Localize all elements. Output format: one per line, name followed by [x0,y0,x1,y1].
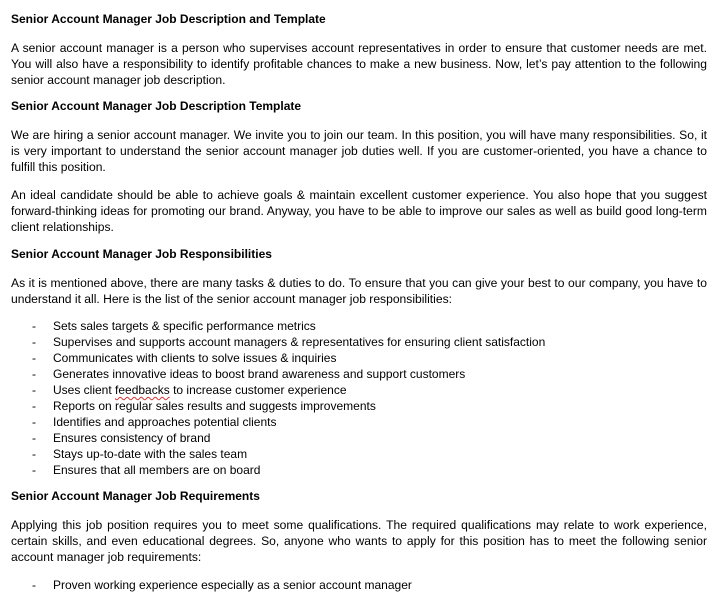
spellcheck-flagged-word: feedbacks [115,383,170,397]
bullet-dash: - [32,319,36,333]
bullet-dash: - [32,431,36,445]
list-item: - Supervises and supports account managers & representatives for ensuring client satisfaction [32,335,546,349]
requirements-heading: Senior Account Manager Job Requirements [11,489,260,503]
list-item: - Sets sales targets & specific performance metrics [32,319,316,333]
bullet-dash: - [32,383,36,397]
requirements-list [0,577,717,593]
bullet-dash: - [32,367,36,381]
template-paragraph-2: An ideal candidate should be able to achieve goals & maintain excellent customer experience. You also hope that you suggest forward-thinking ideas for promoting our brand. Anyway, you have to be able to improve our sales as well as build good long-term client relationships. [11,188,707,234]
list-item: - Reports on regular sales results and suggests improvements [32,399,376,413]
list-item: - Stays up-to-date with the sales team [32,447,248,461]
responsibilities-list [0,318,717,478]
responsibilities-heading: Senior Account Manager Job Responsibilities [11,247,272,261]
bullet-dash: - [32,351,36,365]
template-heading: Senior Account Manager Job Description Template [11,99,302,113]
bullet-dash: - [32,578,36,592]
bullet-dash: - [32,447,36,461]
bullet-dash: - [32,463,36,477]
bullet-dash: - [32,335,36,349]
intro-paragraph: A senior account manager is a person who supervises account representatives in order to ensure that customer needs are met. You will also have a responsibility to identify profitable chances to make a new business. Now, let’s pay attention to the following senior account manager job description. [11,41,707,87]
bullet-dash: - [32,399,36,413]
list-item: - Proven working experience especially as a senior account manager [32,578,412,592]
list-item: - Uses client feedbacks to increase customer experience [32,383,347,397]
list-item: - Ensures that all members are on board [32,463,261,477]
list-item: - Communicates with clients to solve issues & inquiries [32,351,337,365]
bullet-dash: - [32,415,36,429]
list-item: - Ensures consistency of brand [32,431,211,445]
document-title: Senior Account Manager Job Description and Template [11,12,326,26]
list-item: - Identifies and approaches potential clients [32,415,277,429]
template-paragraph-1: We are hiring a senior account manager. We invite you to join our team. In this position, you will have many responsibilities. So, it is very important to understand the senior account manager job duties well. If you are customer-oriented, you have a chance to fulfill this position. [11,128,707,174]
responsibilities-intro: As it is mentioned above, there are many tasks & duties to do. To ensure that you can give your best to our company, you have to understand it all. Here is the list of the senior account manager job responsibilities: [11,276,707,306]
list-item: - Generates innovative ideas to boost brand awareness and support customers [32,367,466,381]
requirements-intro: Applying this job position requires you to meet some qualifications. The required qualifications may relate to work experience, certain skills, and even educational degrees. So, anyone who wants to apply for this position has to meet the following senior account manager job requirements: [11,518,707,564]
